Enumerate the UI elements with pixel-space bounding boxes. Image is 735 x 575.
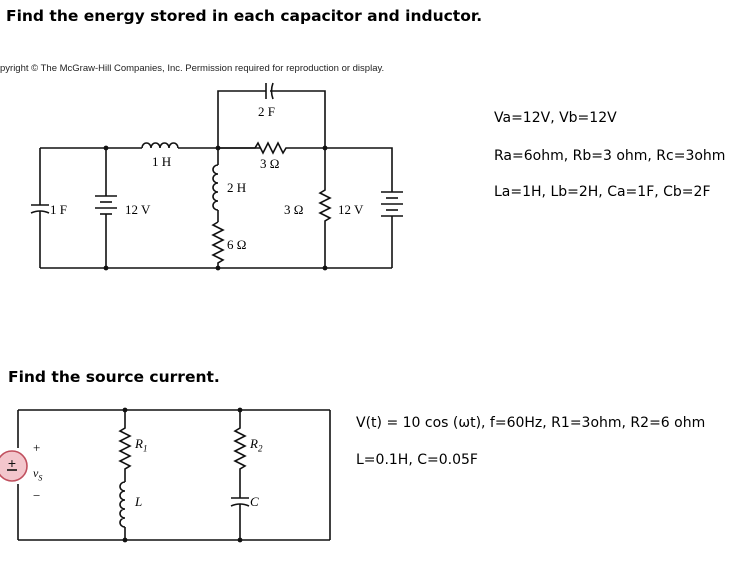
capacitor-1f [31,148,49,268]
label-c: C [250,494,259,509]
voltage-source [0,410,330,540]
inductor-l [120,478,125,540]
junction-dot [323,266,328,271]
junction-dot [104,146,109,151]
label-2h: 2 H [227,180,247,195]
junction-dot [238,408,243,413]
resistor-r1 [120,410,130,478]
label-r1-main: R [135,436,143,451]
junction-dot [323,146,328,151]
junction-dot [123,538,128,543]
junction-dot [104,266,109,271]
label-2f: 2 F [258,104,275,119]
label-plus: + [33,440,41,455]
label-vs [33,466,42,482]
problem1-heading: Find the energy stored in each capacitor and inductor. [6,7,483,25]
inductor-2h [213,148,218,222]
resistor-3ohm-top [218,143,325,153]
param2-line-1: V(t) = 10 cos (ωt), f=60Hz, R1=3ohm, R2=6 ohm [356,415,706,431]
label-r2-sub: 2 [257,443,263,454]
label-l: L [135,494,143,509]
label-r2 [250,436,262,454]
label-1f: 1 F [50,202,67,217]
label-12v-left: 12 V [125,202,151,217]
label-minus: − [33,488,41,503]
label-6ohm: 6 Ω [227,237,247,252]
label-3ohm-top: 3 Ω [260,156,280,171]
resistor-r2 [235,410,245,498]
battery-12v-right [325,148,403,268]
param2-line-2: L=0.1H, C=0.05F [356,452,478,468]
copyright-notice: pyright © The McGraw-Hill Companies, Inc. Permission required for reproduction or display. [0,63,385,74]
label-3ohm-right: 3 Ω [284,202,304,217]
battery-12v-left [95,148,117,268]
junction-dot [216,266,221,271]
problem2-heading: Find the source current. [8,368,220,386]
param-line-3: La=1H, Lb=2H, Ca=1F, Cb=2F [494,184,711,200]
resistor-6ohm [213,222,223,268]
label-vs-sub: S [38,473,43,483]
param-line-2: Ra=6ohm, Rb=3 ohm, Rc=3ohm [494,148,726,164]
label-vs-main: v [33,466,39,480]
label-12v-right: 12 V [338,202,364,217]
junction-dot [216,146,221,151]
junction-dot [238,538,243,543]
capacitor-c [231,498,249,540]
label-r1-sub: 1 [142,443,148,454]
param-line-1: Va=12V, Vb=12V [494,110,617,126]
label-r1 [135,436,147,454]
junction-dot [123,408,128,413]
resistor-3ohm-right [320,148,330,268]
source-plus-icon: + [7,455,17,471]
label-1h: 1 H [152,154,172,169]
label-r2-main: R [250,436,258,451]
